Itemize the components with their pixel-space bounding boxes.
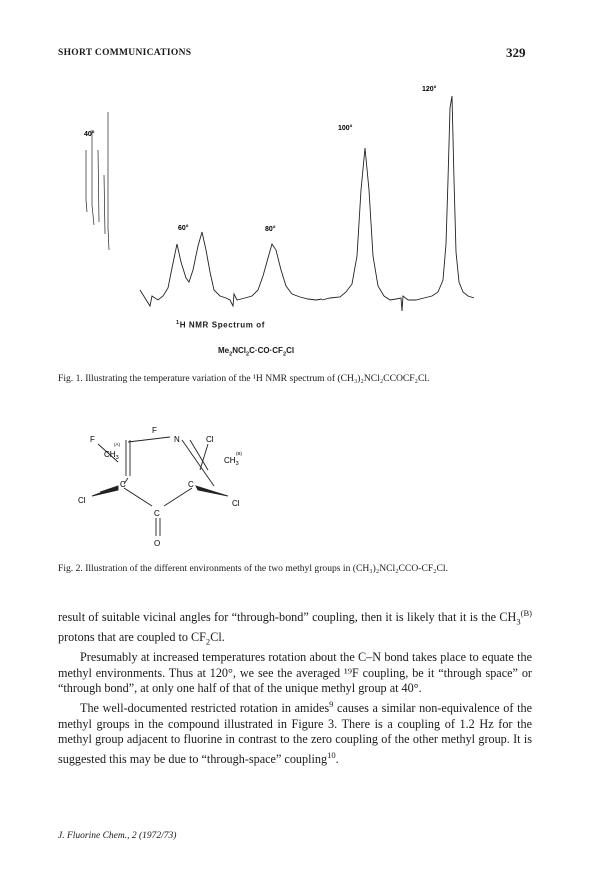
- reference-9: 9: [329, 698, 334, 709]
- ch3-right-text: CH: [224, 456, 236, 465]
- temp-label-40: 40°: [84, 131, 95, 138]
- atom-ch3-left: [104, 450, 119, 461]
- atom-cl-top: Cl: [206, 435, 214, 444]
- temp-label-100: 100°: [338, 125, 353, 132]
- formula-sub: 2: [282, 351, 287, 358]
- atom-f-top: F: [152, 426, 157, 435]
- p1-sub: 2: [205, 636, 211, 647]
- reference-10: 10: [327, 749, 336, 760]
- ch3-left-sup: (A): [114, 442, 120, 447]
- paragraph-1: [58, 606, 532, 650]
- p1-text: result of suitable vicinal angles for “through-bond” coupling, then it is likely that it is the CH: [58, 610, 517, 625]
- figure1-caption: Fig. 1. Illustrating the temperature variation of the ¹H NMR spectrum of (CH₃)₂NCl₂CCOCF₂Cl.: [58, 373, 430, 384]
- superscript-one: 1: [176, 320, 180, 326]
- ch3-left-text: CH: [104, 450, 116, 459]
- p3-text: causes a similar non-equivalence of the methyl groups in the compound illustrated in Figure 3. There is a coupling of 1.2 Hz for the methyl group adjacent to fluorine in contrast to the zero coupling of the other methyl group. It is suggested this may be due to “through-space” coupling: [58, 700, 532, 766]
- atom-ch3-right: [224, 456, 239, 467]
- journal-citation: J. Fluorine Chem., 2 (1972/73): [58, 831, 177, 841]
- p1-sub: 3: [516, 616, 521, 627]
- p3-text: The well-documented restricted rotation in amides: [80, 700, 330, 715]
- atom-c-left: C: [120, 480, 126, 489]
- formula-part: NCl: [232, 346, 247, 355]
- formula-sub: 2: [229, 351, 233, 358]
- paragraph-2: Presumably at increased temperatures rotation about the C–N bond takes place to equate the methyl environments. Thus at 120°, we see the averaged ¹⁹F coupling, be it “through space” or “through bond”, at only one half of that of the unique methyl group at 40°.: [58, 650, 532, 696]
- atom-cl-left: Cl: [78, 496, 86, 505]
- paragraph-3: [58, 697, 532, 768]
- spectrum-title-text: H NMR Spectrum of: [179, 320, 266, 330]
- atom-n: N: [174, 435, 180, 444]
- ch3-right-sup: (B): [236, 451, 242, 456]
- formula-part: C·CO·CF: [249, 346, 283, 355]
- temp-label-60: 60°: [178, 225, 189, 232]
- formula-part: Cl: [286, 346, 295, 355]
- atom-c-right: C: [188, 480, 194, 489]
- atom-c-bottom: C: [154, 509, 160, 518]
- p3-text: .: [335, 751, 339, 766]
- figure2-caption: Fig. 2. Illustration of the different environments of the two methyl groups in (CH₃)₂NCl₂CCO-CF₂Cl.: [58, 563, 448, 574]
- running-head: SHORT COMMUNICATIONS: [58, 48, 192, 58]
- atom-f-left: F: [90, 435, 95, 444]
- atom-cl-right: Cl: [232, 499, 240, 508]
- ch3-left-sub: 3: [115, 455, 119, 461]
- atom-o: O: [154, 539, 161, 548]
- temp-label-120: 120°: [422, 86, 437, 93]
- p1-text: protons that are coupled to CF: [58, 630, 206, 645]
- body-text: [58, 606, 532, 767]
- p1-sup: (B): [520, 608, 532, 618]
- page-number: 329: [506, 45, 526, 60]
- p1-text: Cl.: [210, 630, 225, 645]
- formula-part: Me: [218, 346, 230, 355]
- ch3-right-sub: 3: [235, 461, 239, 467]
- formula-sub: 2: [246, 351, 250, 358]
- temp-label-80: 80°: [265, 226, 276, 233]
